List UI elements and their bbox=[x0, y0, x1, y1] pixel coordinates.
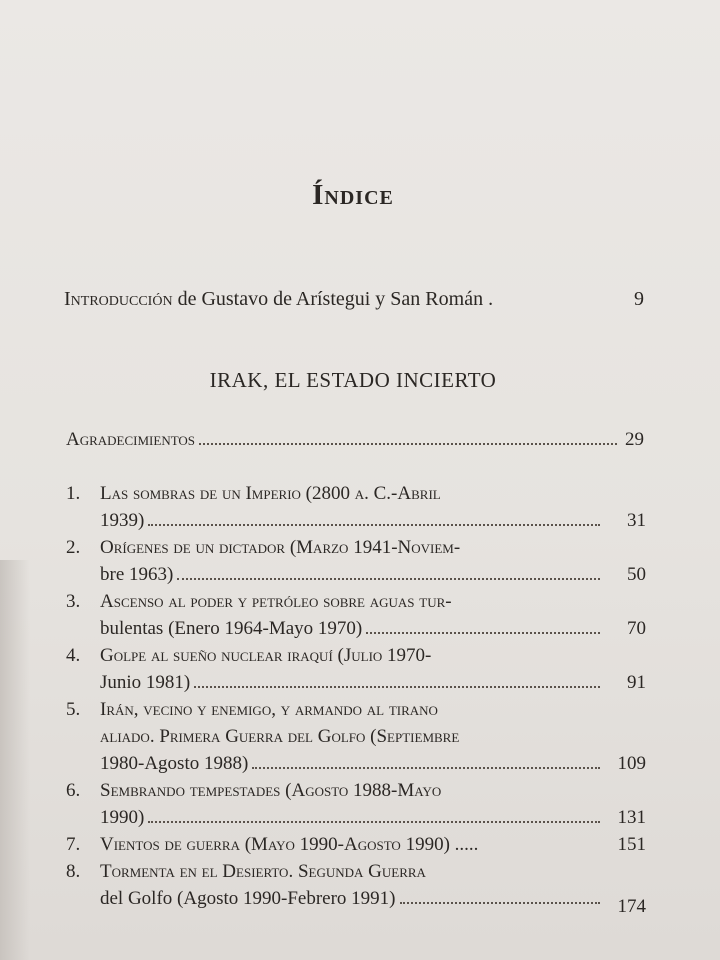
chapter-number: 1. bbox=[66, 483, 81, 504]
chapter-title-line: Irán, vecino y enemigo, y armando al tirano bbox=[100, 699, 438, 720]
chapter-entry bbox=[66, 858, 646, 917]
chapter-title-line: bulentas (Enero 1964-Mayo 1970) bbox=[100, 618, 363, 639]
chapter-entry bbox=[66, 480, 646, 534]
chapter-title-line: Ascenso al poder y petróleo sobre aguas tur- bbox=[100, 591, 452, 612]
chapter-page: 109 bbox=[617, 753, 646, 774]
chapter-title-line: Golpe al sueño nuclear iraquí (Julio 1970- bbox=[100, 645, 432, 666]
chapter-title-line: 1990) bbox=[100, 807, 145, 828]
page-title: Índice bbox=[312, 179, 394, 212]
part-title: IRAK, EL ESTADO INCIERTO bbox=[209, 368, 497, 392]
intro-page: 9 bbox=[634, 288, 644, 310]
dot-leader bbox=[194, 686, 600, 688]
ack-page: 29 bbox=[625, 429, 644, 450]
chapter-list bbox=[66, 480, 646, 917]
chapter-number: 2. bbox=[66, 537, 81, 558]
dot-leader bbox=[177, 578, 600, 580]
chapter-number: 4. bbox=[66, 645, 81, 666]
chapter-entry bbox=[66, 831, 646, 858]
chapter-number: 3. bbox=[66, 591, 81, 612]
chapter-page: 131 bbox=[617, 807, 646, 828]
chapter-title-line: Tormenta en el Desierto. Segunda Guerra bbox=[100, 861, 426, 882]
chapter-title-line: Las sombras de un Imperio (2800 a. C.-Abril bbox=[100, 483, 441, 504]
chapter-title-line: 1939) bbox=[100, 510, 145, 531]
dot-leader bbox=[400, 902, 600, 904]
facing-page-edge bbox=[0, 560, 30, 960]
chapter-title-line: Junio 1981) bbox=[100, 672, 191, 693]
dot-leader bbox=[199, 443, 617, 445]
chapter-title-line: 1980-Agosto 1988) bbox=[100, 753, 249, 774]
chapter-number: 5. bbox=[66, 699, 81, 720]
chapter-number: 8. bbox=[66, 861, 81, 882]
dot-leader bbox=[252, 767, 600, 769]
ack-label: Agradecimientos bbox=[66, 429, 196, 450]
intro-entry bbox=[64, 286, 644, 312]
dot-leader bbox=[148, 524, 600, 526]
dot-leader bbox=[148, 821, 600, 823]
chapter-entry bbox=[66, 696, 646, 777]
chapter-page: 151 bbox=[617, 834, 646, 855]
chapter-number: 7. bbox=[66, 834, 81, 855]
chapter-page: 91 bbox=[627, 672, 646, 693]
intro-author: de Gustavo de Arístegui y San Román . bbox=[177, 288, 494, 310]
dot-leader bbox=[366, 632, 600, 634]
chapter-entry bbox=[66, 588, 646, 642]
chapter-title-line: Sembrando tempestades (Agosto 1988-Mayo bbox=[100, 780, 442, 801]
chapter-title-line: Orígenes de un dictador (Marzo 1941-Noviem- bbox=[100, 537, 461, 558]
chapter-entry bbox=[66, 642, 646, 696]
chapter-title-line: Vientos de guerra (Mayo 1990-Agosto 1990) ..... bbox=[100, 834, 479, 855]
intro-label: Introducción bbox=[64, 288, 173, 310]
chapter-title-line: aliado. Primera Guerra del Golfo (Septiembre bbox=[100, 726, 460, 747]
intro-text bbox=[64, 286, 493, 312]
chapter-title-line: bre 1963) bbox=[100, 564, 174, 585]
chapter-page: 70 bbox=[627, 618, 646, 639]
chapter-title-line: del Golfo (Agosto 1990-Febrero 1991) bbox=[100, 888, 396, 909]
acknowledgements-entry bbox=[66, 426, 644, 454]
chapter-entry bbox=[66, 777, 646, 831]
chapter-page: 50 bbox=[627, 564, 646, 585]
chapter-entry bbox=[66, 534, 646, 588]
chapter-number: 6. bbox=[66, 780, 81, 801]
chapter-page: 174 bbox=[617, 896, 646, 917]
chapter-page: 31 bbox=[627, 510, 646, 531]
